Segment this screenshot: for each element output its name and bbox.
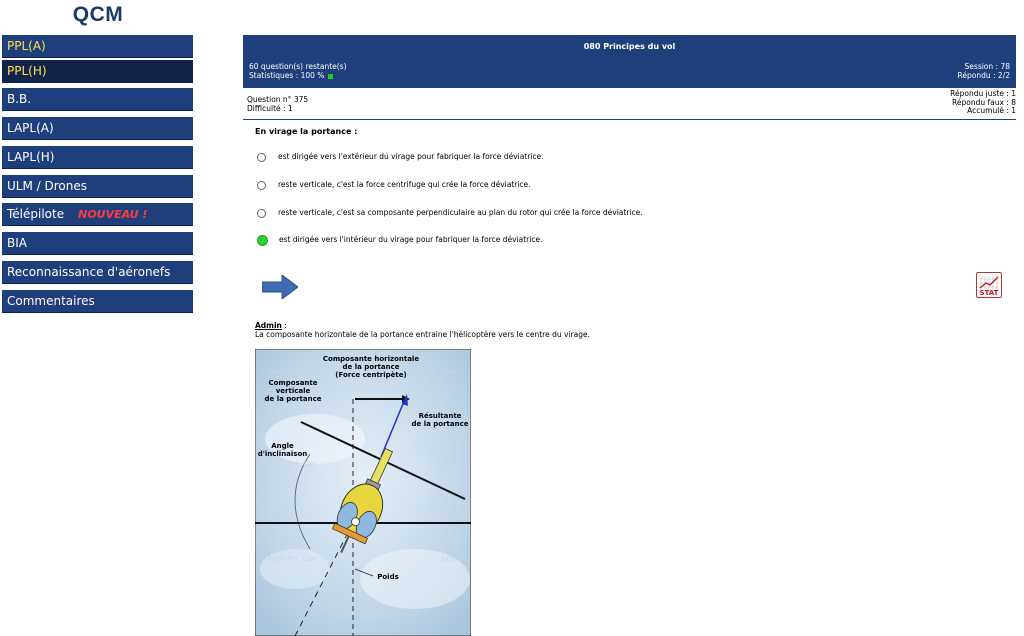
- chapter-title: 080 Principes du vol: [583, 42, 676, 51]
- question-difficulty: Difficulté : 1: [247, 104, 293, 113]
- answer-text: reste verticale, c'est sa composante perpendiculaire au plan du rotor qui crée la force déviatrice.: [278, 208, 643, 217]
- admin-comment-text: La composante horizontale de la portance entraine l'hélicoptère vers le centre du virage.: [255, 330, 590, 339]
- answer-text: est dirigée vers l'extérieur du virage pour fabriquer la force déviatrice.: [278, 152, 544, 161]
- resultant-label: [410, 412, 470, 428]
- resultant-label-line: Résultante: [418, 412, 462, 420]
- score-correct: Répondu juste : 1: [950, 89, 1016, 98]
- nav-item-commentaires[interactable]: [2, 290, 193, 313]
- admin-comment: [255, 321, 590, 339]
- radio-button[interactable]: [257, 153, 266, 162]
- watermark: EASY-P: [441, 460, 465, 468]
- score-total: Accumulé : 1: [967, 106, 1016, 115]
- nav-item-telepilote[interactable]: [2, 203, 193, 226]
- score-wrong: Répondu faux : 8: [952, 97, 1016, 107]
- nav-item-label: ULM / Drones: [7, 179, 87, 193]
- question-number: Question n° 375: [247, 95, 309, 104]
- stats-text: Statistiques : 100 %: [249, 71, 325, 80]
- nav-item-label: PPL(A): [7, 39, 46, 53]
- header-left-info: [249, 62, 347, 80]
- watermark: EASY-P: [441, 368, 465, 376]
- divider: [243, 119, 1016, 120]
- horizontal-component-label-line: (Force centripète): [335, 371, 407, 379]
- new-badge: NOUVEAU !: [78, 208, 148, 221]
- answer-option-1[interactable]: [257, 151, 544, 163]
- question-text: En virage la portance :: [255, 127, 358, 136]
- nav-item-label: B.B.: [7, 92, 32, 106]
- score-summary: [950, 90, 1016, 116]
- answered-count: Répondu : 2/2: [957, 71, 1010, 80]
- admin-colon: :: [281, 321, 287, 330]
- nav-item-bia[interactable]: [2, 232, 193, 255]
- horizontal-component-label: [311, 355, 431, 379]
- logo: QCM: [72, 3, 124, 26]
- sidebar: [0, 0, 196, 308]
- bank-angle-label-line: d'inclinaison: [257, 450, 308, 458]
- nav-item-label: PPL(H): [7, 64, 47, 78]
- nav-item-bb[interactable]: [2, 88, 193, 111]
- session-number: Session : 78: [964, 62, 1010, 71]
- answer-option-2[interactable]: [257, 179, 531, 191]
- next-question-button[interactable]: [262, 275, 298, 303]
- nav-item-label: Télépilote: [7, 207, 65, 221]
- weight-label: Poids: [377, 573, 399, 581]
- nav-item-label: BIA: [7, 236, 27, 250]
- nav-item-lapl-h[interactable]: [2, 146, 193, 169]
- radio-button[interactable]: [257, 209, 266, 218]
- radio-button[interactable]: [257, 181, 266, 190]
- vertical-component-label-line: Composante: [268, 379, 318, 387]
- resultant-label-line: de la portance: [411, 420, 469, 428]
- arrow-right-icon: [262, 275, 298, 299]
- watermark: EASY-P: [441, 555, 465, 563]
- header-right-info: [958, 62, 1010, 80]
- quiz-header: [243, 35, 1016, 88]
- answer-text: est dirigée vers l'intérieur du virage pour fabriquer la force déviatrice.: [279, 235, 543, 244]
- watermark: EASY-PPL.COM: [268, 460, 315, 468]
- bank-angle-label-line: Angle: [271, 442, 294, 450]
- admin-label: Admin: [255, 321, 282, 330]
- answer-option-4[interactable]: [257, 234, 542, 246]
- bank-angle-label: [255, 442, 310, 458]
- nav-item-reconnaissance[interactable]: [2, 261, 193, 284]
- nav-item-ppl-h[interactable]: [2, 60, 193, 83]
- nav-item-label: LAPL(A): [7, 121, 54, 135]
- horizontal-component-label-line: Composante horizontale: [322, 355, 420, 363]
- nav-item-lapl-a[interactable]: [2, 117, 193, 140]
- horizontal-component-label-line: de la portance: [342, 363, 400, 371]
- question-info: [247, 95, 308, 113]
- answer-text: reste verticale, c'est la force centrifuge qui crée la force déviatrice.: [278, 180, 531, 189]
- vertical-component-label-line: de la portance: [264, 395, 322, 403]
- remaining-count: 60 question(s) restante(s): [249, 62, 347, 71]
- nav-item-label: LAPL(H): [7, 150, 55, 164]
- stat-button[interactable]: [976, 272, 1002, 298]
- chart-icon: [977, 274, 1001, 290]
- nav-item-ulm-drones[interactable]: [2, 175, 193, 198]
- answer-option-3[interactable]: [257, 207, 643, 219]
- stats-line: [249, 71, 347, 80]
- nav-item-ppl-a[interactable]: [2, 35, 193, 58]
- status-dot-icon: [328, 74, 333, 79]
- stat-label: STAT: [979, 289, 999, 297]
- vertical-component-label-line: verticale: [275, 387, 311, 395]
- radio-button-correct[interactable]: [257, 235, 268, 246]
- nav-item-label: Commentaires: [7, 294, 95, 308]
- watermark: EASY-PPL.COM: [268, 555, 315, 563]
- watermark: EASY-PPL.COM: [268, 368, 315, 376]
- lift-diagram: [255, 349, 471, 636]
- nav-item-label: Reconnaissance d'aéronefs: [7, 265, 171, 279]
- vertical-component-label: [258, 379, 328, 403]
